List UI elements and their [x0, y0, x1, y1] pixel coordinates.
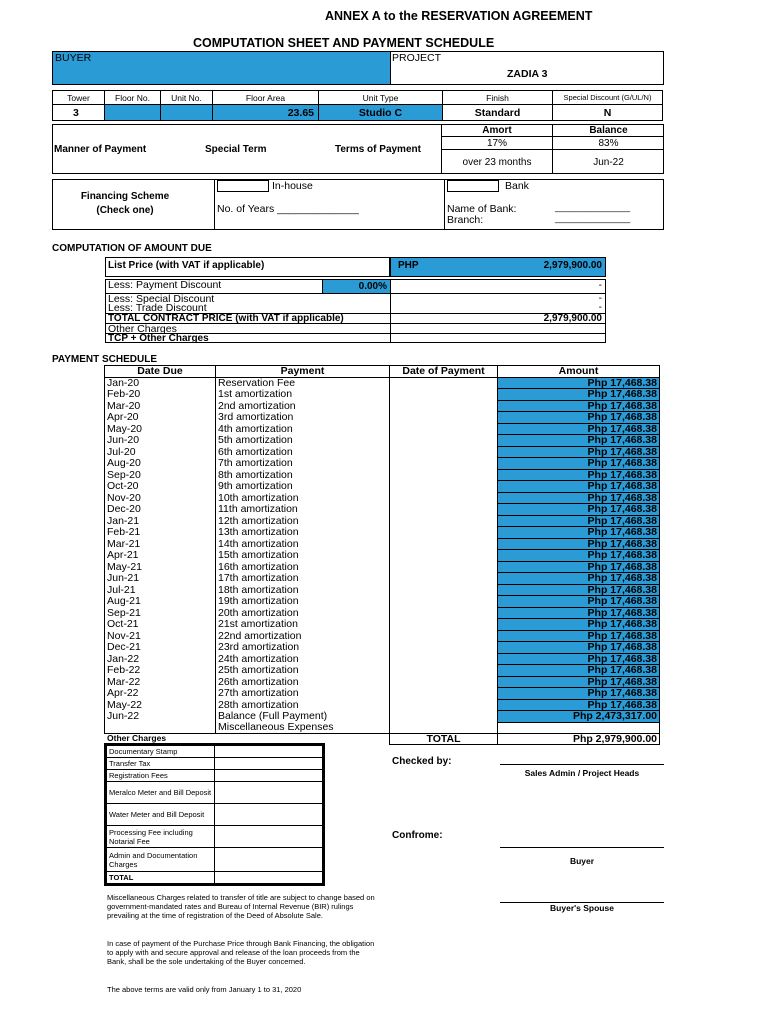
- date-due-cell: Mar-21: [105, 538, 216, 550]
- date-due-cell: Mar-22: [105, 676, 216, 688]
- table-row: [105, 377, 660, 389]
- date-of-payment-cell[interactable]: [390, 400, 498, 412]
- other-charge-label: Documentary Stamp: [107, 746, 215, 758]
- payment-cell: 3rd amortization: [216, 412, 390, 424]
- amount-cell[interactable]: Php 17,468.38: [498, 412, 660, 424]
- payment-discount-label: Less: Payment Discount: [108, 279, 222, 291]
- payment-cell: 18th amortization: [216, 584, 390, 596]
- other-charges-total-value[interactable]: [215, 872, 323, 884]
- other-charge-label: Registration Fees: [107, 770, 215, 782]
- schedule-title: PAYMENT SCHEDULE: [52, 354, 158, 365]
- other-charge-label: Transfer Tax: [107, 758, 215, 770]
- date-of-payment-cell[interactable]: [390, 515, 498, 527]
- table-row: [105, 515, 660, 527]
- buyer-field[interactable]: [52, 51, 391, 85]
- date-of-payment-cell[interactable]: [390, 676, 498, 688]
- date-of-payment-cell[interactable]: [390, 561, 498, 573]
- amount-cell[interactable]: Php 17,468.38: [498, 653, 660, 665]
- col-date-of-payment: Date of Payment: [390, 366, 498, 378]
- payment-cell: 20th amortization: [216, 607, 390, 619]
- spouse-label: Buyer's Spouse: [550, 903, 614, 913]
- amount-cell[interactable]: Php 17,468.38: [498, 423, 660, 435]
- payment-cell: 9th amortization: [216, 481, 390, 493]
- other-charge-amount[interactable]: [215, 826, 323, 848]
- date-of-payment-cell[interactable]: [390, 653, 498, 665]
- other-charge-label: Water Meter and Bill Deposit: [107, 804, 215, 826]
- unit-type-value[interactable]: Studio C: [319, 105, 443, 121]
- payment-cell: 22nd amortization: [216, 630, 390, 642]
- other-charge-row: [107, 758, 323, 770]
- tcp-other-label: TCP + Other Charges: [108, 333, 209, 344]
- amount-cell[interactable]: Php 17,468.38: [498, 527, 660, 539]
- table-row: [105, 538, 660, 550]
- balance-date[interactable]: Jun-22: [593, 157, 624, 168]
- computation-title: COMPUTATION OF AMOUNT DUE: [52, 243, 212, 254]
- date-due-cell: Feb-21: [105, 527, 216, 539]
- date-of-payment-cell[interactable]: [390, 481, 498, 493]
- payment-cell: 6th amortization: [216, 446, 390, 458]
- date-of-payment-cell[interactable]: [390, 412, 498, 424]
- date-due-cell: Mar-20: [105, 400, 216, 412]
- unit-type-label: Unit Type: [319, 91, 443, 105]
- terms-of-payment-label: Terms of Payment: [335, 144, 421, 155]
- amount-cell[interactable]: Php 17,468.38: [498, 389, 660, 401]
- annex-title: ANNEX A to the RESERVATION AGREEMENT: [325, 9, 593, 23]
- sales-admin-label: Sales Admin / Project Heads: [524, 768, 640, 778]
- amount-cell[interactable]: Php 17,468.38: [498, 688, 660, 700]
- date-of-payment-cell[interactable]: [390, 665, 498, 677]
- col-date-due: Date Due: [105, 366, 216, 378]
- unit-info-table: [52, 90, 663, 121]
- payment-cell: Reservation Fee: [216, 377, 390, 389]
- special-discount-value: -: [598, 293, 602, 304]
- financing-divider-2: [444, 179, 445, 230]
- col-amount: Amount: [498, 366, 660, 378]
- payment-cell: Balance (Full Payment): [216, 711, 390, 723]
- date-of-payment-cell[interactable]: [390, 538, 498, 550]
- other-charges-label: Other Charges: [108, 323, 177, 335]
- payment-cell: 14th amortization: [216, 538, 390, 550]
- payment-cell: 17th amortization: [216, 573, 390, 585]
- check-one-label: (Check one): [96, 205, 154, 216]
- other-charge-row: [107, 848, 323, 872]
- payment-cell: 24th amortization: [216, 653, 390, 665]
- other-charges-total-label: TOTAL: [107, 872, 215, 884]
- date-due-cell: May-20: [105, 423, 216, 435]
- table-row: [105, 642, 660, 654]
- date-of-payment-cell[interactable]: [390, 630, 498, 642]
- date-due-cell: [105, 722, 216, 733]
- payment-cell: 19th amortization: [216, 596, 390, 608]
- date-of-payment-cell[interactable]: [390, 550, 498, 562]
- unit-no-value[interactable]: [161, 105, 213, 121]
- conforme-label: Confrome:: [392, 830, 443, 841]
- payment-cell: 10th amortization: [216, 492, 390, 504]
- branch-label: Branch:: [447, 214, 484, 226]
- col-payment: Payment: [216, 366, 390, 378]
- table-row: [105, 469, 660, 481]
- table-row: [105, 653, 660, 665]
- amount-cell[interactable]: Php 17,468.38: [498, 504, 660, 516]
- inhouse-checkbox[interactable]: [217, 180, 269, 192]
- date-due-cell: Jul-20: [105, 446, 216, 458]
- date-of-payment-cell[interactable]: [390, 596, 498, 608]
- other-charge-amount[interactable]: [215, 770, 323, 782]
- table-row: [105, 711, 660, 723]
- unit-no-label: Unit No.: [161, 91, 213, 105]
- date-due-cell: Apr-20: [105, 412, 216, 424]
- amount-cell[interactable]: Php 17,468.38: [498, 469, 660, 481]
- table-row: [105, 435, 660, 447]
- amort-term[interactable]: over 23 months: [462, 157, 532, 168]
- date-due-cell: Jan-20: [105, 377, 216, 389]
- amount-cell[interactable]: Php 17,468.38: [498, 642, 660, 654]
- date-due-cell: Dec-21: [105, 642, 216, 654]
- amount-cell[interactable]: Php 17,468.38: [498, 538, 660, 550]
- payment-cell: 5th amortization: [216, 435, 390, 447]
- date-due-cell: Feb-20: [105, 389, 216, 401]
- currency-label: PHP: [398, 260, 419, 271]
- financing-scheme-label: Financing Scheme: [80, 191, 170, 202]
- trade-discount-value: -: [598, 302, 602, 313]
- date-of-payment-cell[interactable]: [390, 711, 498, 723]
- date-due-cell: Oct-21: [105, 619, 216, 631]
- other-charges-total-row: [107, 872, 323, 884]
- misc-note: Miscellaneous Charges related to transfer of title are subject to change based on government-mandated rates and Bureau of Internal Revenue (BIR) rulings prevailing at the time of registration of the Deed of Absolute Sale.: [107, 893, 375, 920]
- special-discount-value[interactable]: N: [553, 105, 663, 121]
- table-row: [105, 607, 660, 619]
- balance-label: Balance: [589, 125, 628, 136]
- other-charge-row: [107, 746, 323, 758]
- other-charge-amount[interactable]: [215, 746, 323, 758]
- amount-cell[interactable]: Php 17,468.38: [498, 665, 660, 677]
- floor-area-value[interactable]: 23.65: [213, 105, 319, 121]
- date-due-cell: Jun-22: [105, 711, 216, 723]
- amort-pct[interactable]: 17%: [486, 138, 507, 149]
- date-due-cell: Jan-21: [105, 515, 216, 527]
- table-row: [105, 688, 660, 700]
- amount-cell[interactable]: Php 17,468.38: [498, 619, 660, 631]
- balance-pct[interactable]: 83%: [598, 138, 619, 149]
- date-due-cell: Apr-22: [105, 688, 216, 700]
- list-price-label: List Price (with VAT if applicable): [108, 260, 265, 271]
- date-due-cell: Aug-20: [105, 458, 216, 470]
- amount-cell[interactable]: Php 17,468.38: [498, 377, 660, 389]
- sheet-title: COMPUTATION SHEET AND PAYMENT SCHEDULE: [193, 36, 495, 50]
- floor-no-value[interactable]: [105, 105, 161, 121]
- date-of-payment-cell[interactable]: [390, 722, 498, 733]
- other-charge-amount[interactable]: [215, 758, 323, 770]
- bank-note: In case of payment of the Purchase Price through Bank Financing, the obligation to apply with and secure approval and release of the loan proceeds from the Bank, shall be the sole undertaking of the Buyer concerned.: [107, 939, 375, 966]
- special-discount-label: Less: Special Discount: [108, 293, 215, 305]
- buyer-label: Buyer: [569, 856, 595, 866]
- bank-name-label: Name of Bank:: [447, 203, 517, 215]
- amount-cell[interactable]: Php 17,468.38: [498, 630, 660, 642]
- table-row: [105, 527, 660, 539]
- tcp-label: TOTAL CONTRACT PRICE (with VAT if applicable): [108, 313, 344, 324]
- date-due-cell: Aug-21: [105, 596, 216, 608]
- tower-value[interactable]: 3: [53, 105, 105, 121]
- bank-checkbox[interactable]: [447, 180, 499, 192]
- date-due-cell: Jul-21: [105, 584, 216, 596]
- amount-cell[interactable]: Php 17,468.38: [498, 481, 660, 493]
- date-of-payment-cell[interactable]: [390, 458, 498, 470]
- payment-cell: Miscellaneous Expenses: [216, 722, 390, 733]
- amount-cell[interactable]: Php 17,468.38: [498, 699, 660, 711]
- amount-cell[interactable]: Php 17,468.38: [498, 676, 660, 688]
- table-row: [105, 389, 660, 401]
- date-due-cell: Jun-20: [105, 435, 216, 447]
- table-row: [105, 458, 660, 470]
- floor-no-label: Floor No.: [105, 91, 161, 105]
- table-row: [105, 423, 660, 435]
- amount-cell[interactable]: Php 17,468.38: [498, 492, 660, 504]
- project-label: PROJECT: [392, 52, 442, 64]
- table-row: [105, 481, 660, 493]
- payment-cell: 8th amortization: [216, 469, 390, 481]
- amount-cell[interactable]: Php 17,468.38: [498, 584, 660, 596]
- payment-cell: 2nd amortization: [216, 400, 390, 412]
- payment-cell: 4th amortization: [216, 423, 390, 435]
- other-charge-amount[interactable]: [215, 848, 323, 872]
- date-due-cell: Nov-21: [105, 630, 216, 642]
- other-charge-label: Meralco Meter and Bill Deposit: [107, 782, 215, 804]
- date-due-cell: Sep-20: [105, 469, 216, 481]
- payment-cell: 11th amortization: [216, 504, 390, 516]
- date-due-cell: Oct-20: [105, 481, 216, 493]
- other-charge-amount[interactable]: [215, 782, 323, 804]
- amount-cell[interactable]: Php 17,468.38: [498, 561, 660, 573]
- branch-line[interactable]: _______________: [555, 213, 631, 223]
- table-row: [105, 584, 660, 596]
- table-row: [105, 446, 660, 458]
- table-row: [105, 550, 660, 562]
- table-row: [105, 619, 660, 631]
- payment-cell: 12th amortization: [216, 515, 390, 527]
- table-row: [105, 676, 660, 688]
- other-charge-label: Processing Fee including Notarial Fee: [107, 826, 215, 848]
- payment-discount-value: -: [598, 280, 602, 291]
- table-row: [105, 412, 660, 424]
- date-due-cell: May-21: [105, 561, 216, 573]
- total-value: Php 2,979,900.00: [498, 733, 660, 745]
- payment-cell: 27th amortization: [216, 688, 390, 700]
- table-row: [105, 699, 660, 711]
- other-charges-table: [104, 743, 325, 886]
- amount-cell[interactable]: Php 17,468.38: [498, 435, 660, 447]
- other-charge-row: [107, 826, 323, 848]
- date-of-payment-cell[interactable]: [390, 389, 498, 401]
- other-charge-row: [107, 782, 323, 804]
- date-due-cell: Apr-21: [105, 550, 216, 562]
- validity-note: The above terms are valid only from January 1 to 31, 2020: [107, 985, 302, 994]
- comp-row-line-3: [105, 323, 606, 324]
- tcp-value: 2,979,900.00: [543, 313, 602, 324]
- buyer-signature-line[interactable]: [500, 847, 664, 848]
- table-row: [105, 722, 660, 733]
- other-charge-row: [107, 770, 323, 782]
- special-term-label: Special Term: [205, 144, 267, 155]
- date-of-payment-cell[interactable]: [390, 504, 498, 516]
- payment-cell: 16th amortization: [216, 561, 390, 573]
- other-charges-title: Other Charges: [107, 733, 167, 743]
- bank-label: Bank: [505, 180, 529, 192]
- list-price-value: 2,979,900.00: [543, 260, 602, 271]
- amort-label: Amort: [482, 125, 512, 136]
- amount-cell[interactable]: Php 17,468.38: [498, 446, 660, 458]
- date-of-payment-cell[interactable]: [390, 527, 498, 539]
- date-of-payment-cell[interactable]: [390, 446, 498, 458]
- table-row: [105, 596, 660, 608]
- date-of-payment-cell[interactable]: [390, 607, 498, 619]
- tower-label: Tower: [53, 91, 105, 105]
- payment-cell: 13th amortization: [216, 527, 390, 539]
- buyer-label: BUYER: [55, 52, 92, 64]
- amount-cell[interactable]: Php 17,468.38: [498, 607, 660, 619]
- payment-schedule-table: [104, 365, 660, 745]
- date-of-payment-cell[interactable]: [390, 435, 498, 447]
- payment-cell: 26th amortization: [216, 676, 390, 688]
- bank-name-line[interactable]: _______________: [555, 202, 631, 212]
- date-of-payment-cell[interactable]: [390, 688, 498, 700]
- payment-cell: 1st amortization: [216, 389, 390, 401]
- trade-discount-label: Less: Trade Discount: [108, 302, 207, 314]
- date-of-payment-cell[interactable]: [390, 642, 498, 654]
- payment-cell: 7th amortization: [216, 458, 390, 470]
- date-of-payment-cell[interactable]: [390, 573, 498, 585]
- project-value: ZADIA 3: [507, 68, 548, 80]
- date-of-payment-cell[interactable]: [390, 423, 498, 435]
- date-due-cell: Nov-20: [105, 492, 216, 504]
- special-discount-label: Special Discount (G/UL/N): [553, 91, 663, 105]
- checked-by-label: Checked by:: [392, 756, 452, 767]
- table-row: [105, 665, 660, 677]
- amount-cell[interactable]: Php 17,468.38: [498, 596, 660, 608]
- payment-cell: 25th amortization: [216, 665, 390, 677]
- table-row: [105, 504, 660, 516]
- date-due-cell: Feb-22: [105, 665, 216, 677]
- date-due-cell: Sep-21: [105, 607, 216, 619]
- table-row: [105, 561, 660, 573]
- date-of-payment-cell[interactable]: [390, 492, 498, 504]
- payment-cell: 15th amortization: [216, 550, 390, 562]
- finish-value[interactable]: Standard: [443, 105, 553, 121]
- financing-divider-1: [214, 179, 215, 230]
- table-row: [105, 630, 660, 642]
- date-of-payment-cell[interactable]: [390, 619, 498, 631]
- table-row: [105, 573, 660, 585]
- other-charge-label: Admin and Documentation Charges: [107, 848, 215, 872]
- payment-cell: 21st amortization: [216, 619, 390, 631]
- payment-cell: 23rd amortization: [216, 642, 390, 654]
- total-label: TOTAL: [390, 733, 498, 745]
- date-of-payment-cell[interactable]: [390, 469, 498, 481]
- date-of-payment-cell[interactable]: [390, 584, 498, 596]
- table-row: [105, 400, 660, 412]
- amount-cell[interactable]: Php 17,468.38: [498, 458, 660, 470]
- other-charge-amount[interactable]: [215, 804, 323, 826]
- sales-admin-line[interactable]: [500, 764, 664, 765]
- amount-cell[interactable]: Php 17,468.38: [498, 400, 660, 412]
- amount-cell[interactable]: [498, 722, 660, 733]
- other-charge-row: [107, 804, 323, 826]
- date-of-payment-cell[interactable]: [390, 377, 498, 389]
- inhouse-label: In-house: [272, 180, 313, 192]
- date-due-cell: Dec-20: [105, 504, 216, 516]
- amount-cell[interactable]: Php 17,468.38: [498, 573, 660, 585]
- finish-label: Finish: [443, 91, 553, 105]
- manner-of-payment-label: Manner of Payment: [54, 144, 147, 155]
- amount-cell[interactable]: Php 2,473,317.00: [498, 711, 660, 723]
- payment-discount-pct: 0.00%: [358, 281, 387, 292]
- table-row: [105, 492, 660, 504]
- date-due-cell: May-22: [105, 699, 216, 711]
- amount-cell[interactable]: Php 17,468.38: [498, 515, 660, 527]
- date-of-payment-cell[interactable]: [390, 699, 498, 711]
- floor-area-label: Floor Area: [213, 91, 319, 105]
- amount-cell[interactable]: Php 17,468.38: [498, 550, 660, 562]
- date-due-cell: Jun-21: [105, 573, 216, 585]
- payment-cell: 28th amortization: [216, 699, 390, 711]
- date-due-cell: Jan-22: [105, 653, 216, 665]
- years-label[interactable]: No. of Years ______________: [217, 203, 359, 215]
